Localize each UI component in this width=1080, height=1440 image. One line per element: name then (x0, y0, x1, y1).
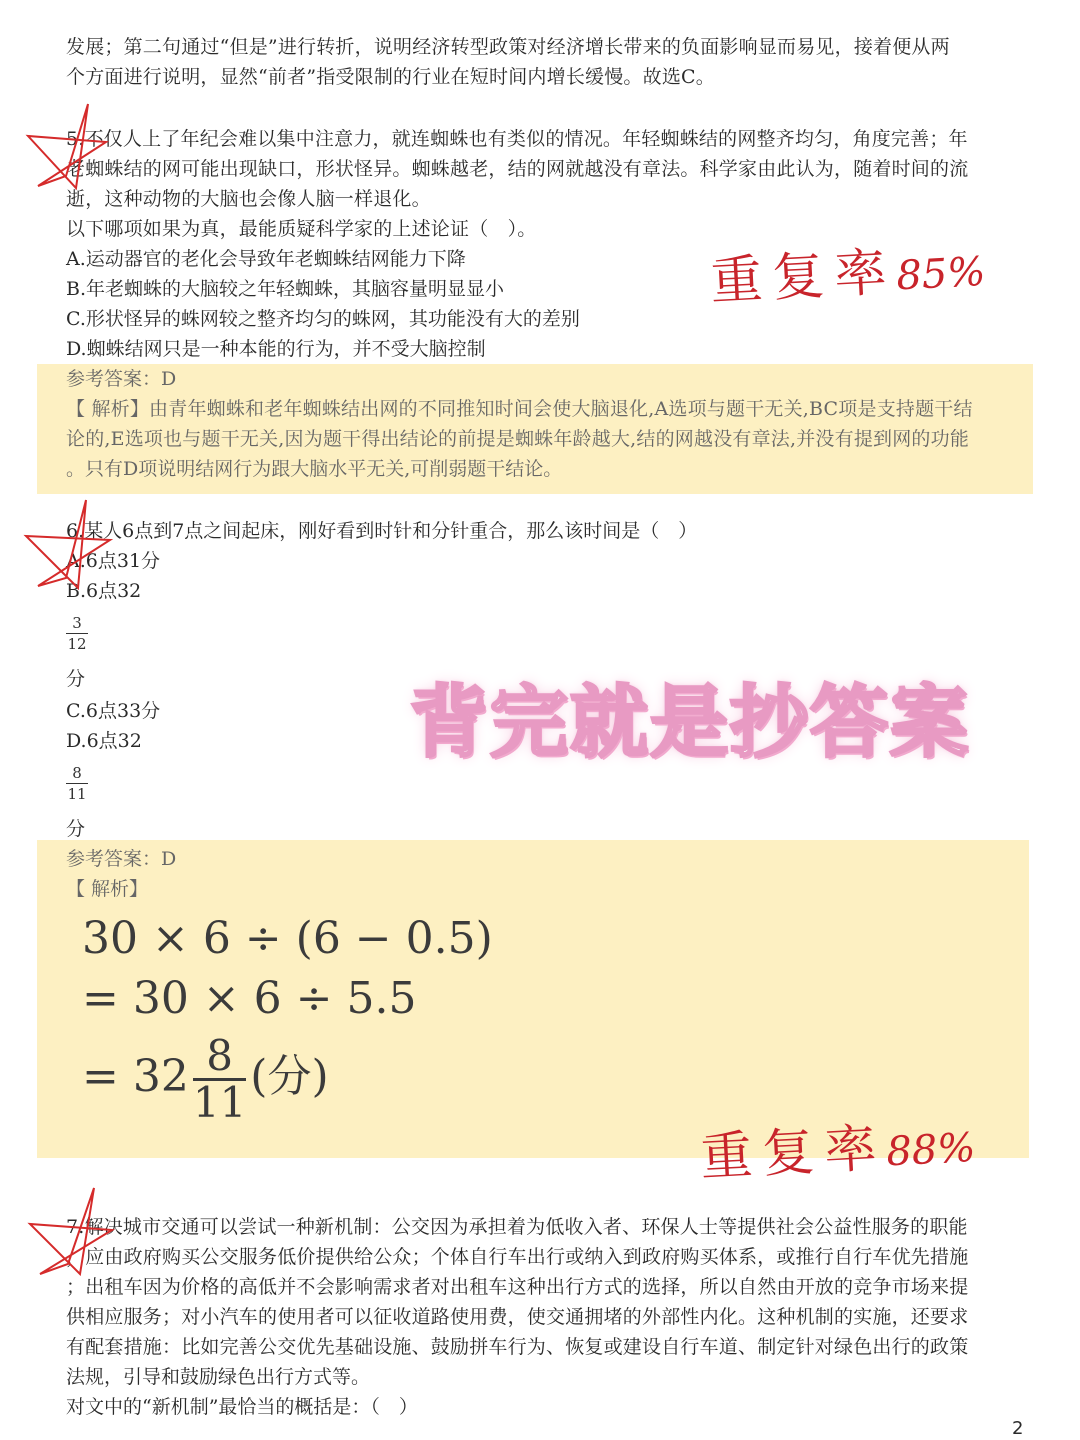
q5-option-d: D.蜘蛛结网只是一种本能的行为，并不受大脑控制 (66, 338, 486, 360)
q6-repeat-rate-pct: 88% (885, 1124, 977, 1176)
q5-repeat-rate-pct: 85% (895, 248, 987, 300)
red-star-mark-q5 (18, 96, 118, 196)
red-star-mark-q7 (22, 1184, 122, 1284)
q5-analysis-2: 论的,E选项也与题干无关,因为题干得出结论的前提是蜘蛛年龄越大,结的网越没有章法,并没有提到网的功能 (66, 428, 970, 450)
q7-line-5: 有配套措施：比如完善公交优先基础设施、鼓励拼车行为、恢复或建设自行车道、制定针对绿色出行的政策 (66, 1336, 969, 1358)
q5-repeat-rate-handwriting (708, 225, 986, 314)
q5-line-2: 老蜘蛛结的网可能出现缺口，形状怪异。蜘蛛越老，结的网就越没有章法。科学家由此认为，随着时间的流 (66, 158, 969, 180)
q5-analysis-3: 。只有D项说明结网行为跟大脑水平无关,可削弱题干结论。 (66, 458, 563, 480)
intro-line-2: 个方面进行说明，显然“前者”指受限制的行业在短时间内增长缓慢。故选C。 (66, 66, 715, 88)
q6-math-line-3-pre: = 32 (82, 1051, 189, 1102)
q6-option-d-unit: 分 (66, 818, 86, 840)
q5-analysis-1: 【 解析】由青年蜘蛛和老年蜘蛛结出网的不同推知时间会使大脑退化,A选项与题干无关,BC项是支持题干结 (66, 398, 973, 420)
page-number: 2 (1012, 1418, 1024, 1439)
q6-b-frac-num: 3 (72, 614, 82, 632)
q5-answer: 参考答案：D (66, 368, 177, 390)
q6-option-b: B.6点32 (66, 580, 142, 602)
q6-b-frac-den: 12 (67, 635, 87, 653)
q6-math-fraction (192, 1031, 247, 1127)
intro-line-1: 发展；第二句通过“但是”进行转折，说明经济转型政策对经济增长带来的负面影响显而易见，接着便从两 (66, 36, 950, 58)
q6-d-frac-den: 11 (67, 785, 87, 803)
q6-option-c: C.6点33分 (66, 700, 161, 722)
red-star-mark-q6 (20, 494, 120, 594)
q5-repeat-rate-text: 重复率 (708, 242, 898, 313)
q6-math-line-3 (82, 1031, 329, 1127)
q7-line-4: 供相应服务；对小汽车的使用者可以征收道路使用费，使交通拥堵的外部性内化。这种机制的实施，还要求 (66, 1306, 969, 1328)
q5-line-3: 逝，这种动物的大脑也会像人脑一样退化。 (66, 188, 431, 210)
q5-option-b: B.年老蜘蛛的大脑较之年轻蜘蛛，其脑容量明显显小 (66, 278, 505, 300)
q6-math-line-3-post: (分) (250, 1051, 329, 1102)
q6-repeat-rate-handwriting (698, 1101, 976, 1190)
q6-math-line-1: 30 × 6 ÷ (6 − 0.5) (82, 913, 493, 964)
q6-question: 6.某人6点到7点之间起床，刚好看到时针和分针重合，那么该时间是（ ） (66, 520, 698, 542)
q6-answer: 参考答案：D (66, 848, 177, 870)
q5-option-a: A.运动器官的老化会导致年老蜘蛛结网能力下降 (66, 248, 466, 270)
q7-line-3: ；出租车因为价格的高低并不会影响需求者对出租车这种出行方式的选择，所以自然由开放的竞争市场来提 (66, 1276, 969, 1298)
q7-line-6: 法规，引导和鼓励绿色出行方式等。 (66, 1366, 371, 1388)
q6-math-frac-num: 8 (206, 1031, 233, 1080)
q6-option-d: D.6点32 (66, 730, 142, 752)
memorize-stamp-text: 背完就是抄答案 (410, 678, 971, 768)
q6-option-b-unit: 分 (66, 668, 86, 690)
q6-math-line-2: = 30 × 6 ÷ 5.5 (82, 973, 417, 1024)
q7-line-1: 7.解决城市交通可以尝试一种新机制：公交因为承担着为低收入者、环保人士等提供社会公益性服务的职能 (66, 1216, 968, 1238)
q5-option-c: C.形状怪异的蛛网较之整齐均匀的蛛网，其功能没有大的差别 (66, 308, 580, 330)
q6-math-frac-den: 11 (192, 1078, 247, 1127)
q6-option-d-fraction (66, 764, 88, 803)
q6-analysis-label: 【 解析】 (66, 878, 149, 900)
q7-line-2: ，应由政府购买公交服务低价提供给公众；个体自行车出行或纳入到政府购买体系，或推行自行车优先措施 (66, 1246, 969, 1268)
q6-repeat-rate-text: 重复率 (698, 1118, 888, 1189)
q7-prompt: 对文中的“新机制”最恰当的概括是：（ ） (66, 1396, 418, 1418)
q6-option-a: A.6点31分 (66, 550, 161, 572)
q5-line-1: 5.不仅人上了年纪会难以集中注意力，就连蜘蛛也有类似的情况。年轻蜘蛛结的网整齐均匀，角度完善；年 (66, 128, 968, 150)
q5-prompt: 以下哪项如果为真，最能质疑科学家的上述论证（ ）。 (66, 218, 537, 240)
q6-d-frac-num: 8 (72, 764, 82, 782)
q6-option-b-fraction (66, 614, 88, 653)
